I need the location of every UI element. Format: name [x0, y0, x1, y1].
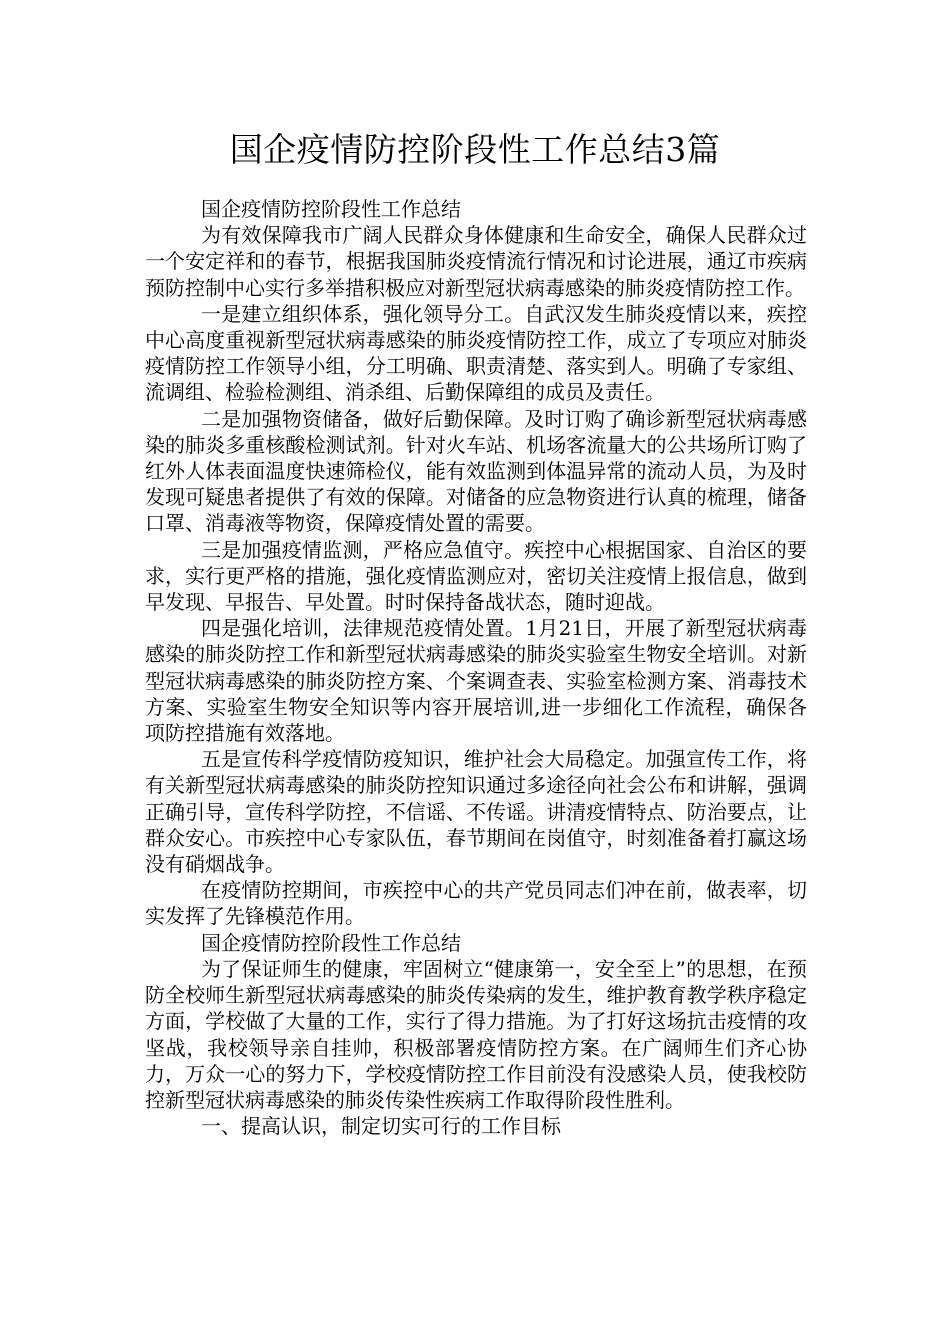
paragraph-monitoring: 三是加强疫情监测，严格应急值守。疾控中心根据国家、自治区的要求，实行更严格的措施，强化疫情监测应对，密切关注疫情上报信息，做到早发现、早报告、早处置。时时保持备战状态，随时迎战。: [145, 537, 807, 615]
paragraph-intro: 为有效保障我市广阔人民群众身体健康和生命安全，确保人民群众过一个安定祥和的春节，根据我国肺炎疫情流行情况和讨论进展，通辽市疾病预防控制中心实行多举措积极应对新型冠状病毒感染的肺炎疫情防控工作。: [145, 223, 807, 300]
paragraph-organization: 一是建立组织体系，强化领导分工。自武汉发生肺炎疫情以来，疾控中心高度重视新型冠状病毒感染的肺炎疫情防控工作，成立了专项应对肺炎疫情防控工作领导小组，分工明确、职责清楚、落实到人。明确了专家组、流调组、检验检测组、消杀组、后勤保障组的成员及责任。: [145, 301, 807, 405]
paragraph-publicity: 五是宣传科学疫情防疫知识，维护社会大局稳定。加强宣传工作，将有关新型冠状病毒感染的肺炎防控知识通过多途径向社会公布和讲解，强调正确引导，宣传科学防控，不信谣、不传谣。讲清疫情特点、防治要点，让群众安心。市疾控中心专家队伍，春节期间在岗值守，时刻准备着打赢这场没有硝烟战争。: [145, 747, 807, 877]
document-body: [145, 196, 807, 1139]
paragraph-school-intro: 为了保证师生的健康，牢固树立“健康第一，安全至上”的思想，在预防全校师生新型冠状病毒感染的肺炎传染病的发生，维护教育教学秩序稳定方面，学校做了大量的工作，实行了得力措施。为了打好这场抗击疫情的攻坚战，我校领导亲自挂帅，积极部署疫情防控方案。在广阔师生们齐心协力，万众一心的努力下，学校疫情防控工作目前没有没感染人员，使我校防控新型冠状病毒感染的肺炎传染性疾病工作取得阶段性胜利。: [145, 956, 807, 1112]
paragraph-party-members: 在疫情防控期间，市疾控中心的共产党员同志们冲在前，做表率，切实发挥了先锋模范作用。: [145, 878, 807, 929]
document-title: 国企疫情防控阶段性工作总结3篇: [229, 130, 721, 169]
section-heading-2: 国企疫情防控阶段性工作总结: [201, 930, 461, 955]
paragraph-supplies: 二是加强物资储备，做好后勤保障。及时订购了确诊新型冠状病毒感染的肺炎多重核酸检测试剂。针对火车站、机场客流量大的公共场所订购了红外人体表面温度快速筛检仪，能有效监测到体温异常的流动人员，为及时发现可疑患者提供了有效的保障。对储备的应急物资进行认真的梳理，储备口罩、消毒液等物资，保障疫情处置的需要。: [145, 406, 807, 536]
paragraph-training: 四是强化培训，法律规范疫情处置。1月21日，开展了新型冠状病毒感染的肺炎防控工作和新型冠状病毒感染的肺炎实验室生物安全培训。对新型冠状病毒感染的肺炎防控方案、个案调查表、实验室检测方案、消毒技术方案、实验室生物安全知识等内容开展培训,进一步细化工作流程，确保各项防控措施有效落地。: [145, 616, 807, 746]
section-heading-1: 国企疫情防控阶段性工作总结: [201, 197, 461, 221]
paragraph-goal-heading: 一、提高认识，制定切实可行的工作目标: [201, 1114, 561, 1139]
